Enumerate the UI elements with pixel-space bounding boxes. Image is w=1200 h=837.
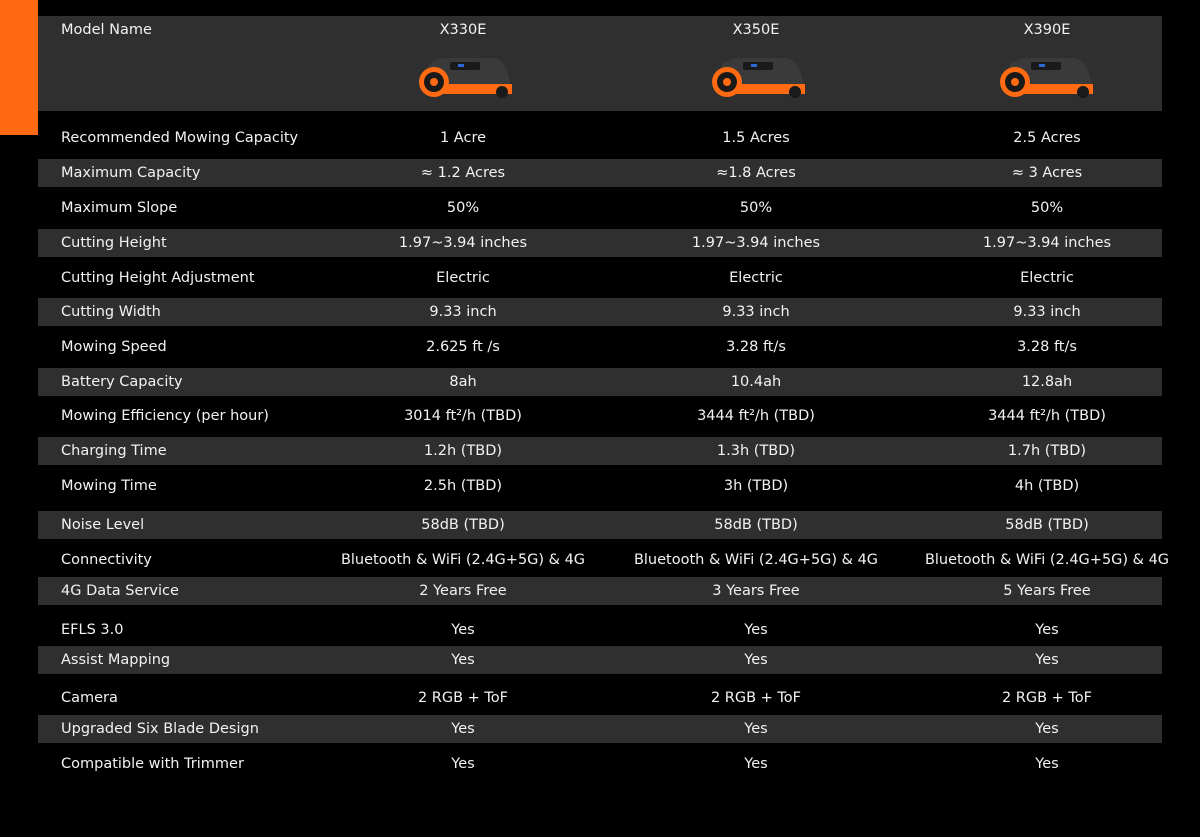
row-value: Yes	[451, 652, 475, 668]
row-value: 3.28 ft/s	[726, 339, 786, 355]
model-name-x330e: X330E	[439, 22, 487, 38]
row-value: ≈ 3 Acres	[1011, 165, 1083, 181]
table-row	[38, 715, 1162, 743]
table-row	[38, 577, 1162, 605]
row-value: 1.97~3.94 inches	[982, 235, 1112, 251]
row-value: 2.5 Acres	[1013, 130, 1081, 146]
table-row	[38, 750, 1162, 778]
row-value: 50%	[739, 200, 773, 216]
mower-image	[707, 52, 807, 100]
row-value: ≈ 1.2 Acres	[420, 165, 506, 181]
table-row	[38, 298, 1162, 326]
row-value: 1.7h (TBD)	[1007, 443, 1087, 459]
row-value: Yes	[1035, 652, 1059, 668]
header-label: Model Name	[61, 22, 152, 38]
model-name-x350e: X350E	[732, 22, 780, 38]
row-value: 8ah	[449, 374, 477, 390]
row-value: 3444 ft²/h (TBD)	[697, 408, 815, 424]
row-label: Cutting Width	[61, 304, 161, 320]
table-row	[38, 511, 1162, 539]
row-value: Yes	[1035, 721, 1059, 737]
row-label: Upgraded Six Blade Design	[61, 721, 259, 737]
table-row	[38, 124, 1162, 152]
row-value: 3 Years Free	[712, 583, 800, 599]
row-label: Camera	[61, 690, 118, 706]
row-label: 4G Data Service	[61, 583, 179, 599]
row-value: 1.97~3.94 inches	[398, 235, 528, 251]
model-name-x390e: X390E	[1023, 22, 1071, 38]
row-label: Noise Level	[61, 517, 145, 533]
row-value: 1.97~3.94 inches	[691, 235, 821, 251]
row-value: Yes	[744, 652, 768, 668]
row-value: 9.33 inch	[429, 304, 497, 320]
row-value: ≈1.8 Acres	[716, 165, 796, 181]
row-value: 2 RGB + ToF	[1001, 690, 1093, 706]
row-value: 1 Acre	[439, 130, 487, 146]
row-value: 2 RGB + ToF	[417, 690, 509, 706]
row-value: 5 Years Free	[1003, 583, 1091, 599]
table-row	[38, 437, 1162, 465]
row-value: Yes	[744, 721, 768, 737]
row-value: Bluetooth & WiFi (2.4G+5G) & 4G	[340, 552, 586, 568]
row-value: 3014 ft²/h (TBD)	[404, 408, 522, 424]
table-row	[38, 472, 1162, 500]
row-value: Yes	[744, 756, 768, 772]
row-value: Yes	[1035, 756, 1059, 772]
row-value: 58dB (TBD)	[1005, 517, 1089, 533]
table-row	[38, 194, 1162, 222]
row-label: Cutting Height Adjustment	[61, 270, 255, 286]
table-row	[38, 646, 1162, 674]
row-value: 2.5h (TBD)	[423, 478, 503, 494]
table-row	[38, 264, 1162, 292]
row-value: 4h (TBD)	[1014, 478, 1080, 494]
row-value: 1.5 Acres	[722, 130, 790, 146]
row-value: 3.28 ft/s	[1017, 339, 1077, 355]
mower-image	[414, 52, 514, 100]
row-value: Yes	[451, 622, 475, 638]
row-value: Yes	[451, 756, 475, 772]
row-value: Yes	[1035, 622, 1059, 638]
row-value: Bluetooth & WiFi (2.4G+5G) & 4G	[924, 552, 1170, 568]
row-value: 2 RGB + ToF	[710, 690, 802, 706]
row-label: Mowing Time	[61, 478, 157, 494]
row-value: 2 Years Free	[419, 583, 507, 599]
row-label: Connectivity	[61, 552, 152, 568]
row-value: 12.8ah	[1021, 374, 1073, 390]
row-label: Battery Capacity	[61, 374, 183, 390]
row-label: Charging Time	[61, 443, 167, 459]
row-value: 9.33 inch	[1013, 304, 1081, 320]
table-row	[38, 333, 1162, 361]
row-label: Mowing Efficiency (per hour)	[61, 408, 269, 424]
row-value: 50%	[446, 200, 480, 216]
row-label: Cutting Height	[61, 235, 167, 251]
table-row	[38, 368, 1162, 396]
row-value: Electric	[436, 270, 490, 286]
table-row	[38, 402, 1162, 430]
table-row	[38, 684, 1162, 712]
row-value: 50%	[1030, 200, 1064, 216]
row-label: Recommended Mowing Capacity	[61, 130, 299, 146]
table-row	[38, 616, 1162, 644]
row-value: 9.33 inch	[722, 304, 790, 320]
row-label: Compatible with Trimmer	[61, 756, 244, 772]
row-label: Mowing Speed	[61, 339, 167, 355]
row-value: 10.4ah	[730, 374, 782, 390]
table-row	[38, 159, 1162, 187]
row-value: 1.2h (TBD)	[423, 443, 503, 459]
row-value: 2.625 ft /s	[426, 339, 500, 355]
row-value: 1.3h (TBD)	[716, 443, 796, 459]
row-value: Bluetooth & WiFi (2.4G+5G) & 4G	[633, 552, 879, 568]
row-value: Electric	[729, 270, 783, 286]
row-label: EFLS 3.0	[61, 622, 124, 638]
table-row	[38, 546, 1170, 574]
row-value: 58dB (TBD)	[421, 517, 505, 533]
row-label: Maximum Slope	[61, 200, 178, 216]
table-row	[38, 229, 1162, 257]
row-value: Yes	[451, 721, 475, 737]
row-value: 58dB (TBD)	[714, 517, 798, 533]
row-value: 3h (TBD)	[723, 478, 789, 494]
row-value: 3444 ft²/h (TBD)	[988, 408, 1106, 424]
row-label: Maximum Capacity	[61, 165, 201, 181]
row-value: Electric	[1020, 270, 1074, 286]
row-label: Assist Mapping	[61, 652, 171, 668]
mower-image	[995, 52, 1095, 100]
accent-bar	[0, 0, 38, 135]
row-value: Yes	[744, 622, 768, 638]
